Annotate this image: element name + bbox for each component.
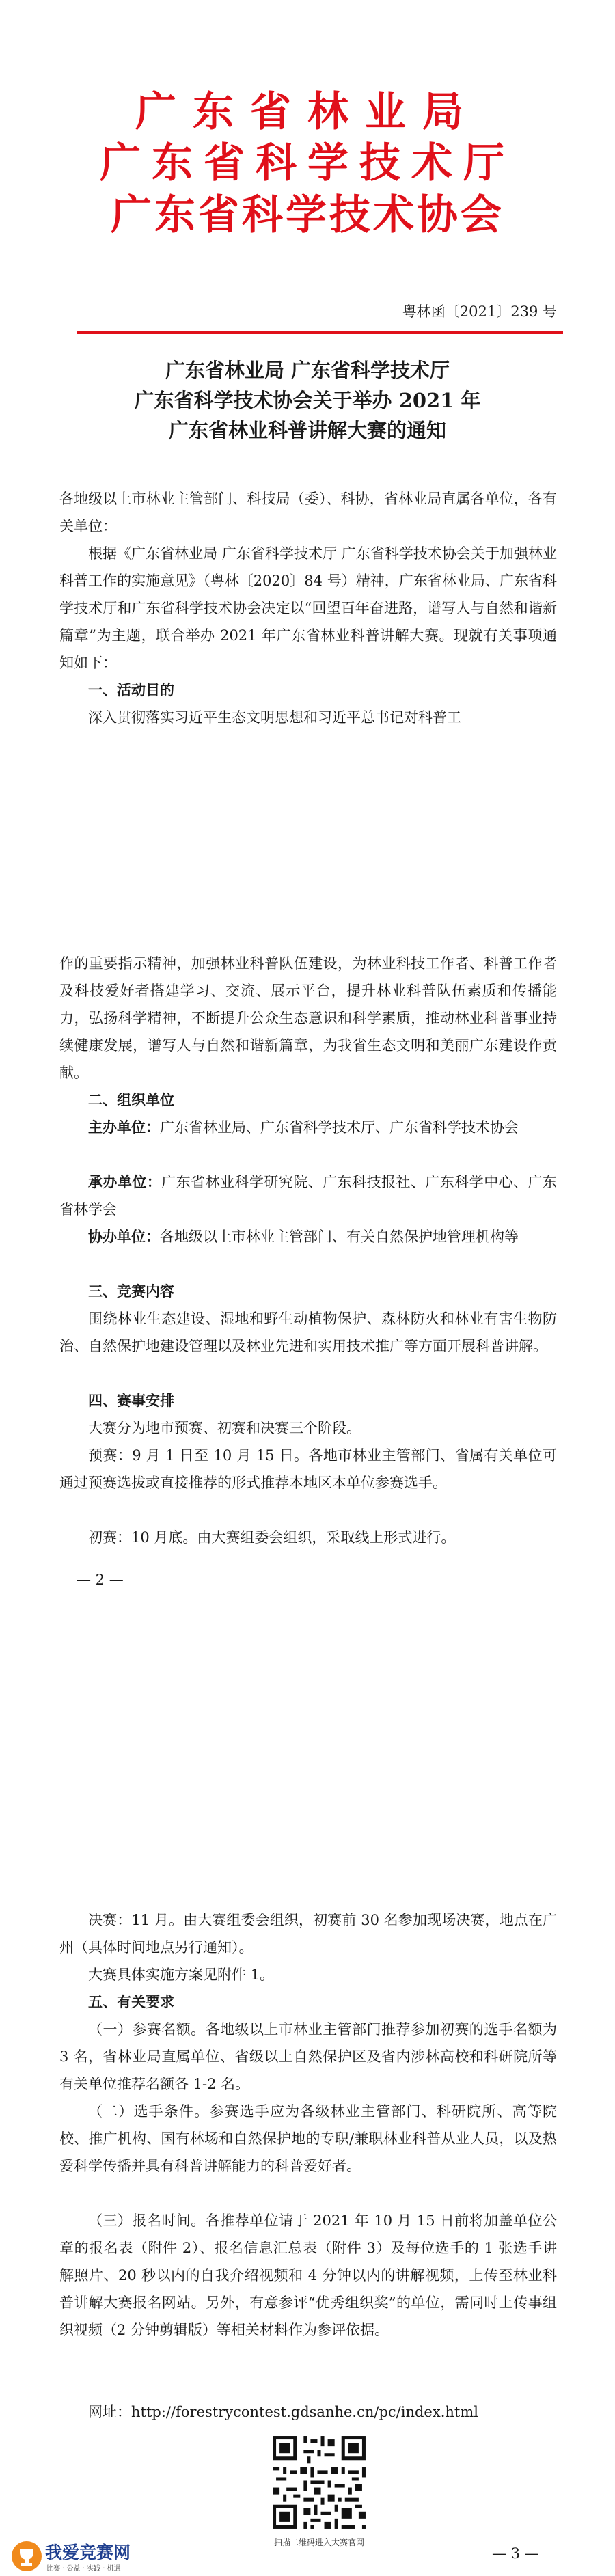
addressee: 各地级以上市林业主管部门、科技局（委）、科协，省林业局直属各单位，各有关单位： — [59, 491, 557, 534]
host-units-label: 主办单位： — [88, 1119, 160, 1136]
issuer-science-tech-association: 广东省科学技术协会 — [111, 191, 504, 239]
section-4-heading: 四、赛事安排 — [88, 1392, 174, 1409]
title-line-2: 广东省科学技术协会关于举办 2021 年 — [134, 389, 481, 412]
co-organizer-units-text: 各地级以上市林业主管部门、有关自然保护地管理机构等 — [160, 1229, 519, 1245]
section-4-text-3: 初赛：10 月底。由大赛组委会组织，采取线上形式进行。 — [88, 1529, 456, 1546]
host-units-text: 广东省林业局、广东省科学技术厅、广东省科学技术协会 — [160, 1119, 519, 1136]
site-logo-tagline: 比赛 · 公益 · 实践 · 机遇 — [46, 2565, 121, 2573]
organizer-units-text: 广东省林业科学研究院、广东科技报社、广东科学中心、广东省林学会 — [59, 1174, 558, 1218]
page-number-2: — 2 — — [77, 1572, 124, 1588]
issuer-science-tech-dept: 广东省科学技术厅 — [100, 139, 515, 187]
section-2-heading: 二、组织单位 — [88, 1091, 174, 1108]
issuer-forestry-bureau: 广东省林业局 — [135, 88, 480, 136]
intro-paragraph: 根据《广东省林业局 广东省科学技术厅 广东省科学技术协会关于加强林业科普工作的实施意见》（粤林〔2020〕84 号）精神，广东省林业局、广东省科学技术厅和广东省科学技术协会决定以“回望百年奋进路，谱写人与自然和谐新篇章”为主题，联合举办 2021 年广东省林业科普讲解大赛。现就有关事项通知如下： — [59, 545, 557, 671]
document-number: 粤林函〔2021〕239 号 — [402, 303, 557, 320]
co-organizer-units — [59, 1223, 557, 1250]
co-organizer-units-label: 协办单位： — [88, 1228, 160, 1245]
section-3-text: 围绕林业生态建设、湿地和野生动植物保护、森林防火和林业有害生物防治、自然保护地建设管理以及林业先进和实用技术推广等方面开展科普讲解。 — [59, 1311, 557, 1354]
host-units — [59, 1114, 557, 1141]
section-1-heading: 一、活动目的 — [88, 681, 174, 698]
qr-code-icon[interactable] — [269, 2433, 369, 2532]
organizer-units-label: 承办单位： — [88, 1173, 162, 1190]
final-round-text: 决赛：11 月。由大赛组委会组织，初赛前 30 名参加现场决赛，地点在广州（具体时间地点另行通知）。 — [59, 1912, 557, 1956]
requirement-1: （一）参赛名额。各地级以上市林业主管部门推荐参加初赛的选手名额为 3 名，省林业局直属单位、省级以上自然保护区及省内涉林高校和科研院所等有关单位推荐名额各 1-2 名。 — [59, 2021, 557, 2092]
qr-caption: 扫描二维码进入大赛官网 — [273, 2538, 364, 2547]
section-5-heading: 五、有关要求 — [88, 1993, 174, 2010]
header-red-divider — [77, 331, 563, 334]
implementation-plan-text: 大赛具体实施方案见附件 1。 — [88, 1967, 275, 1983]
section-4-text-2: 预赛：9 月 1 日至 10 月 15 日。各地市林业主管部门、省属有关单位可通过预赛选拔或直接推荐的形式推荐本地区本单位参赛选手。 — [59, 1447, 557, 1491]
requirement-2: （二）选手条件。参赛选手应为各级林业主管部门、科研院所、高等院校、推广机构、国有林场和自然保护地的专职/兼职林业科普从业人员，以及热爱科学传播并具有科普讲解能力的科普爱好者。 — [59, 2103, 557, 2174]
section-1-text-continued: 作的重要指示精神，加强林业科普队伍建设，为林业科技工作者、科普工作者及科技爱好者搭建学习、交流、展示平台，提升林业科普队伍素质和传播能力，弘扬科学精神，不断提升公众生态意识和科学素质，推动林业科普事业持续健康发展，谱写人与自然和谐新篇章，为我省生态文明和美丽广东建设作贡献。 — [59, 955, 557, 1081]
requirement-3: （三）报名时间。各推荐单位请于 2021 年 10 月 15 日前将加盖单位公章的报名表（附件 2）、报名信息汇总表（附件 3）及每位选手的 1 张选手讲解照片、20 秒以内的自我介绍视频和 4 分钟以内的讲解视频，上传至林业科普讲解大赛报名网站。另外，有意参评“优秀组织奖”的单位，需同时上传事组织视频（2 分钟剪辑版）等相关材料作为参评依据。 — [59, 2212, 557, 2338]
website-url[interactable]: 网址：http://forestrycontest.gdsanhe.cn/pc/index.html — [88, 2404, 478, 2420]
title-line-3: 广东省林业科普讲解大赛的通知 — [168, 419, 446, 442]
site-logo-name[interactable]: 我爱竞赛网 — [45, 2543, 131, 2562]
section-4-text-1: 大赛分为地市预赛、初赛和决赛三个阶段。 — [88, 1420, 361, 1436]
title-line-1: 广东省林业局 广东省科学技术厅 — [165, 359, 450, 382]
section-1-text-start: 深入贯彻落实习近平生态文明思想和习近平总书记对科普工 — [88, 709, 461, 726]
page-number-3: — 3 — — [492, 2545, 539, 2562]
organizer-units — [59, 1168, 557, 1223]
section-3-heading: 三、竞赛内容 — [88, 1283, 174, 1300]
trophy-logo-icon — [10, 2539, 44, 2573]
